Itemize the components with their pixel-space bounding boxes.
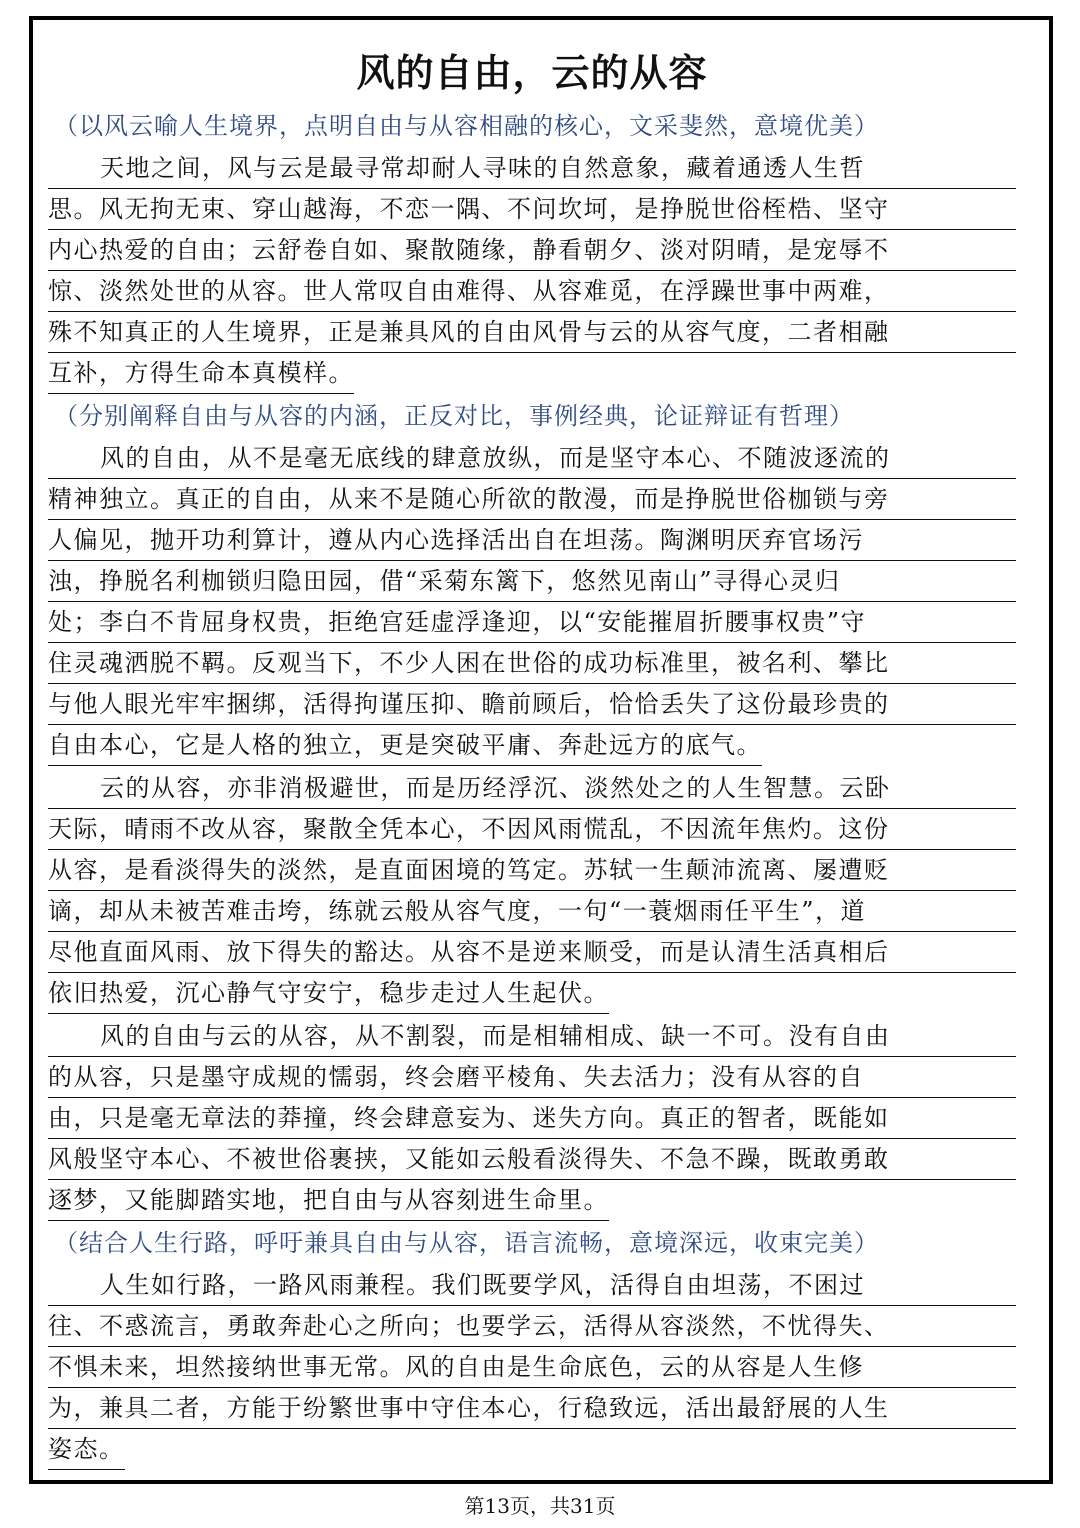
- paragraph: [48, 768, 1016, 1014]
- text-line: 内心热爱的自由；云舒卷自如、聚散随缘，静看朝夕、淡对阴晴，是宠辱不: [48, 230, 1016, 271]
- text-line: 人生如行路，一路风雨兼程。我们既要学风，活得自由坦荡，不困过: [48, 1265, 1016, 1306]
- paragraph: [48, 1016, 1016, 1221]
- essay-title: 风的自由，云的从容: [356, 50, 708, 95]
- text-line: 风的自由与云的从容，从不割裂，而是相辅相成、缺一不可。没有自由: [48, 1016, 1016, 1057]
- text-line: 逐梦，又能脚踏实地，把自由与从容刻进生命里。: [48, 1180, 609, 1221]
- text-line: 依旧热爱，沉心静气守安宁，稳步走过人生起伏。: [48, 973, 609, 1014]
- text-line: 殊不知真正的人生境界，正是兼具风的自由风骨与云的从容气度，二者相融: [48, 312, 1016, 353]
- text-line: 处；李白不肯屈身权贵，拒绝宫廷虚浮逢迎，以“安能摧眉折腰事权贵”守: [48, 602, 1016, 643]
- text-line: 不惧未来，坦然接纳世事无常。风的自由是生命底色，云的从容是人生修: [48, 1347, 1016, 1388]
- text-line: 人偏见，抛开功利算计，遵从内心选择活出自在坦荡。陶渊明厌弃官场污: [48, 520, 1016, 561]
- text-line: 云的从容，亦非消极避世，而是历经浮沉、淡然处之的人生智慧。云卧: [48, 768, 1016, 809]
- text-line: 姿态。: [48, 1429, 125, 1470]
- text-line: 住灵魂洒脱不羁。反观当下，不少人困在世俗的成功标准里，被名利、攀比: [48, 643, 1016, 684]
- paragraph: [48, 1265, 1016, 1470]
- text-line: 往、不惑流言，勇敢奔赴心之所向；也要学云，活得从容淡然，不忧得失、: [48, 1306, 1016, 1347]
- text-line: 互补，方得生命本真模样。: [48, 353, 354, 394]
- text-line: 谪，却从未被苦难击垮，练就云般从容气度，一句“一蓑烟雨任平生”，道: [48, 891, 1016, 932]
- text-line: 的从容，只是墨守成规的懦弱，终会磨平棱角、失去活力；没有从容的自: [48, 1057, 1016, 1098]
- text-line: 思。风无拘无束、穿山越海，不恋一隅、不问坎坷，是挣脱世俗桎梏、坚守: [48, 189, 1016, 230]
- text-line: 天际，晴雨不改从容，聚散全凭本心，不因风雨慌乱，不因流年焦灼。这份: [48, 809, 1016, 850]
- annotation-note: （结合人生行路，呼吁兼具自由与从容，语言流畅，意境深远，收束完美）: [54, 1229, 879, 1257]
- text-line: 惊、淡然处世的从容。世人常叹自由难得、从容难觅，在浮躁世事中两难，: [48, 271, 1016, 312]
- essay-content: [48, 44, 1016, 1472]
- page-number: 第13页，共31页: [464, 1494, 616, 1518]
- paragraph: [48, 148, 1016, 394]
- paragraph: [48, 438, 1016, 766]
- text-line: 从容，是看淡得失的淡然，是直面困境的笃定。苏轼一生颠沛流离、屡遭贬: [48, 850, 1016, 891]
- text-line: 浊，挣脱名利枷锁归隐田园，借“采菊东篱下，悠然见南山”寻得心灵归: [48, 561, 1016, 602]
- text-line: 尽他直面风雨、放下得失的豁达。从容不是逆来顺受，而是认清生活真相后: [48, 932, 1016, 973]
- annotation-note: （以风云喻人生境界，点明自由与从容相融的核心，文采斐然，意境优美）: [54, 112, 879, 140]
- text-line: 自由本心，它是人格的独立，更是突破平庸、奔赴远方的底气。: [48, 725, 762, 766]
- text-line: 风般坚守本心、不被世俗裹挟，又能如云般看淡得失、不急不躁，既敢勇敢: [48, 1139, 1016, 1180]
- text-line: 由，只是毫无章法的莽撞，终会肆意妄为、迷失方向。真正的智者，既能如: [48, 1098, 1016, 1139]
- text-line: 天地之间，风与云是最寻常却耐人寻味的自然意象，藏着通透人生哲: [48, 148, 1016, 189]
- text-line: 为，兼具二者，方能于纷繁世事中守住本心，行稳致远，活出最舒展的人生: [48, 1388, 1016, 1429]
- text-line: 精神独立。真正的自由，从来不是随心所欲的散漫，而是挣脱世俗枷锁与旁: [48, 479, 1016, 520]
- annotation-note: （分别阐释自由与从容的内涵，正反对比，事例经典，论证辩证有哲理）: [54, 402, 854, 430]
- text-line: 与他人眼光牢牢捆绑，活得拘谨压抑、瞻前顾后，恰恰丢失了这份最珍贵的: [48, 684, 1016, 725]
- text-line: 风的自由，从不是毫无底线的肆意放纵，而是坚守本心、不随波逐流的: [48, 438, 1016, 479]
